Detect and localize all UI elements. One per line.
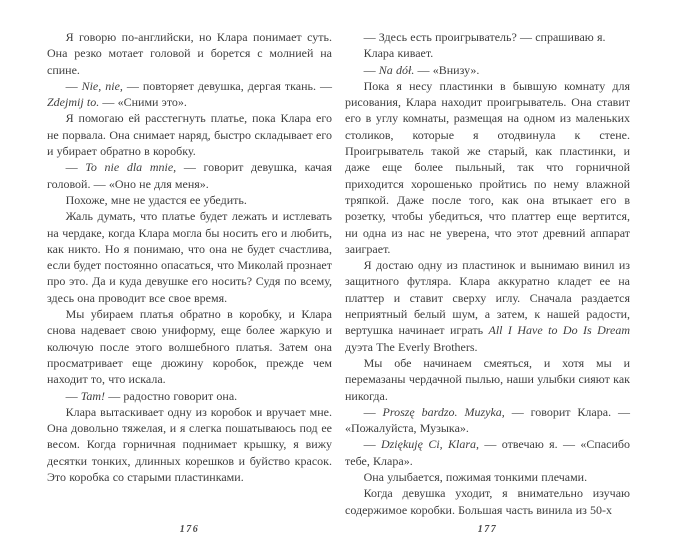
text-run: —	[363, 62, 379, 77]
text-run: —	[65, 78, 82, 93]
paragraph	[345, 436, 630, 469]
text-run: —	[65, 160, 86, 175]
italic-phrase: Dziękuję Ci, Klara,	[380, 437, 480, 452]
italic-phrase: Tam!	[80, 388, 106, 403]
paragraph	[47, 306, 332, 387]
text-run: — «Сними это».	[99, 95, 187, 110]
text-run: Я помогаю ей расстегнуть платье, пока Клара его не порвала. Она снимает наряд, быстро складывает его и убирает обратно в коробку.	[47, 111, 332, 159]
paragraph	[345, 45, 630, 61]
paragraph	[47, 29, 332, 78]
italic-phrase: Nie, nie,	[81, 78, 123, 93]
paragraph	[47, 159, 332, 192]
page-left	[47, 29, 332, 539]
text-run: —	[363, 437, 381, 452]
paragraph	[345, 404, 630, 437]
page-left-text	[47, 29, 332, 485]
italic-phrase: Na dół.	[378, 62, 415, 77]
text-run: Она улыбается, пожимая тонкими плечами.	[363, 470, 588, 485]
text-run: Мы убираем платья обратно в коробку, и Клара снова надевает свою униформу, еще более жаркую и колючую после этого волшебного платья. Затем она просматривает еще дюжину коробок, прежде чем находит то, что искала.	[47, 307, 332, 387]
italic-phrase: All I Have to Do Is Dream	[488, 323, 630, 338]
text-run: —	[65, 388, 81, 403]
text-run: Пока я несу пластинки в бывшую комнату для рисования, Клара находит проигрыватель. Она ставит его в углу комнаты, размещая на одном из маленьких столиков, которые я отодвинула к стене. Проигрыватель такой же старый, как пластинки, и даже еще более пыльный, так что горничной приходится хорошенько пройтись по нему влажной тряпкой. Даже после того, как она втыкает его в розетку, чтобы убедиться, что платтер еще вертится, ни одна из нас не уверена, что этот древний аппарат заиграет.	[345, 78, 630, 256]
text-run: Мы обе начинаем смеяться, и хотя мы и перемазаны чердачной пылью, наши улыбки сияют как никогда.	[345, 355, 630, 403]
paragraph	[345, 355, 630, 404]
paragraph	[345, 29, 630, 45]
text-run: Похоже, мне не удастся ее убедить.	[65, 192, 247, 207]
text-run: Я достаю одну из пластинок и вынимаю винил из защитного футляра. Клара аккуратно кладет ее на платтер и ставит сверху иглу. Сначала раздается неприятный белый шум, а затем, к нашей радости, вертушка начинает играть	[345, 258, 630, 338]
paragraph	[47, 388, 332, 404]
text-run: — говорит Клара. — «Пожалуйста, Музыка».	[345, 404, 630, 436]
text-run: Клара кивает.	[363, 46, 434, 61]
text-run: — говорит девушка, качая головой. — «Оно не для меня».	[47, 160, 332, 191]
text-run: Когда девушка уходит, я внимательно изучаю содержимое коробки. Большая часть винила из 50-х	[345, 486, 630, 517]
paragraph	[345, 62, 630, 78]
italic-phrase: Zdejmij to.	[47, 95, 100, 110]
text-run: дуэта The Everly Brothers.	[345, 339, 478, 354]
page-right	[345, 29, 630, 539]
paragraph	[47, 192, 332, 208]
paragraph	[47, 208, 332, 306]
text-run: Я говорю по-английски, но Клара понимает суть. Она резко мотает головой и борется с молнией на спине.	[47, 30, 332, 77]
italic-phrase: To nie dla mnie,	[85, 160, 177, 175]
italic-phrase: Proszę bardzo. Muzyka,	[382, 404, 505, 419]
text-run: — отвечаю я. — «Спасибо тебе, Клара».	[345, 437, 631, 468]
text-run: — радостно говорит она.	[105, 388, 238, 403]
paragraph	[47, 110, 332, 159]
text-run: Жаль думать, что платье будет лежать и истлевать на чердаке, когда Клара могла бы носить его и любить, как никто. Но я понимаю, что она не будет счастлива, если будет постоянно опасаться, что Миколай прознает про это. Да и куда девушке его носить? Судя по всему, здесь она проводит все свое время.	[47, 209, 332, 305]
text-run: — «Внизу».	[414, 62, 480, 77]
text-run: Клара вытаскивает одну из коробок и вручает мне. Она довольно тяжелая, и я слегка пошатываюсь под ее весом. Когда горничная поднимает крышку, я вижу десятки тонких, длинных корешков и буйство красок. Это коробка со старыми пластинками.	[47, 404, 332, 485]
paragraph	[47, 78, 332, 111]
paragraph	[47, 404, 332, 485]
page-right-text	[345, 29, 630, 518]
paragraph	[345, 485, 630, 518]
paragraph	[345, 257, 630, 355]
page-right-number: 177	[477, 524, 498, 535]
page-left-number: 176	[179, 524, 200, 535]
text-run: — Здесь есть проигрыватель? — спрашиваю я.	[363, 30, 606, 44]
text-run: —	[363, 404, 383, 419]
paragraph	[345, 469, 630, 485]
text-run: — повторяет девушка, дергая ткань. —	[122, 78, 332, 93]
paragraph	[345, 78, 630, 257]
